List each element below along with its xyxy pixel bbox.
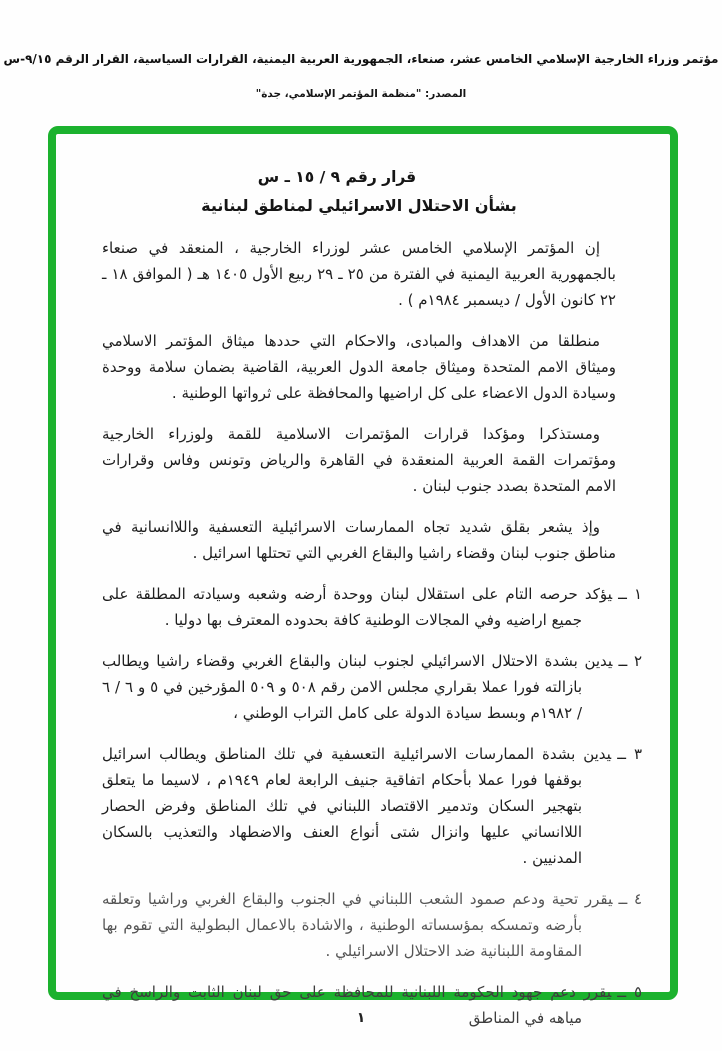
item-number: ٢ ــ <box>618 652 642 670</box>
preamble-paragraph-3: ومستذكرا ومؤكدا قرارات المؤتمرات الاسلامية للقمة ولوزراء الخارجية ومؤتمرات القمة العربية المنعقدة في القاهرة والرياض وتونس وفاس وقرارات الامم المتحدة بصدد جنوب لبنان . <box>102 425 616 495</box>
preamble-paragraph-2: منطلقا من الاهداف والمبادى، والاحكام التي حددها ميثاق المؤتمر الاسلامي وميثاق الامم المتحدة وميثاق جامعة الدول العربية، القاضية بضمان سلامة ووحدة وسيادة الدول الاعضاء على كل اراضيها والمحافظة على ثرواتها الوطنية . <box>102 332 616 402</box>
resolution-item-4 <box>102 886 642 964</box>
document-citation-header: مؤتمر وزراء الخارجية الإسلامي الخامس عشر، صنعاء، الجمهورية العربية اليمنية، القرارات السياسية، القرار الرقم ٩/١٥-س <box>3 52 719 66</box>
resolution-item-3 <box>102 741 642 871</box>
preamble-paragraph-4: وإذ يشعر بقلق شديد تجاه الممارسات الاسرائيلية التعسفية واللاانسانية في مناطق جنوب لبنان وقضاء راشيا والبقاع الغربي التي تحتلها اسرائيل . <box>102 518 616 562</box>
resolution-item-1 <box>102 581 642 633</box>
item-text: يؤكد حرصه التام على استقلال لبنان ووحدة أرضه وشعبه وسيادته المطلقة على جميع اراضيه وفي المجالات الوطنية كافة بحدوده المعترف بها دوليا . <box>102 585 613 629</box>
green-frame-border <box>48 126 678 1027</box>
item-text: يقرر دعم جهود الحكومة اللبنانية للمحافظة على حق لبنان الثابت والراسخ في مياهه في المناطق <box>102 983 612 1027</box>
item-text: يدين بشدة الممارسات الاسرائيلية التعسفية في تلك المناطق ويطالب اسرائيل بوقفها فورا عملا بأحكام اتفاقية جنيف الرابعة لعام ١٩٤٩م ، لاسيما ما يتعلق بتهجير السكان وتدمير الاقتصاد اللبناني في تلك المناطق وفرض الحصار اللاانساني عليها وانزال شتى أنواع العنف والاضطهاد والتعذيب بالسكان المدنيين . <box>102 745 612 867</box>
resolution-number-title: قرار رقم ٩ / ١٥ ـ س <box>257 168 417 186</box>
item-number: ١ ــ <box>618 585 642 603</box>
resolution-subject-title: بشأن الاحتلال الاسرائيلي لمناطق لبنانية <box>201 196 517 215</box>
item-number: ٤ ــ <box>618 890 642 908</box>
preamble-paragraph-1: إن المؤتمر الإسلامي الخامس عشر لوزراء الخارجية ، المنعقد في صنعاء بالجمهورية العربية اليمنية في الفترة من ٢٥ ـ ٢٩ ربيع الأول ١٤٠٥ هـ ( الموافق ١٨ ـ ٢٢ كانون الأول / ديسمبر ١٩٨٤م ) . <box>102 239 616 309</box>
resolution-item-2 <box>102 648 642 726</box>
item-number: ٥ ــ <box>617 983 642 1001</box>
page-number: ١ <box>356 1010 366 1026</box>
resolution-body <box>56 134 670 1027</box>
item-text: يدين بشدة الاحتلال الاسرائيلي لجنوب لبنان والبقاع الغربي وقضاء راشيا ويطالب بازالته فورا عملا بقراري مجلس الامن رقم ٥٠٨ و ٥٠٩ المؤرخين في ٥ و ٦ / ٦ / ١٩٨٢م وبسط سيادة الدولة على كامل التراب الوطني ، <box>102 652 613 722</box>
item-number: ٣ ــ <box>617 745 642 763</box>
source-line: المصدر: "منظمة المؤتمر الإسلامي، جدة" <box>255 88 467 100</box>
item-text: يقرر تحية ودعم صمود الشعب اللبناني في الجنوب والبقاع الغربي وراشيا وتعلقه بأرضه وتمسكه بمؤسساته الوطنية ، والاشادة بالاعمال البطولية التي تقوم بها المقاومة اللبنانية ضد الاحتلال الاسرائيلي . <box>102 890 613 960</box>
